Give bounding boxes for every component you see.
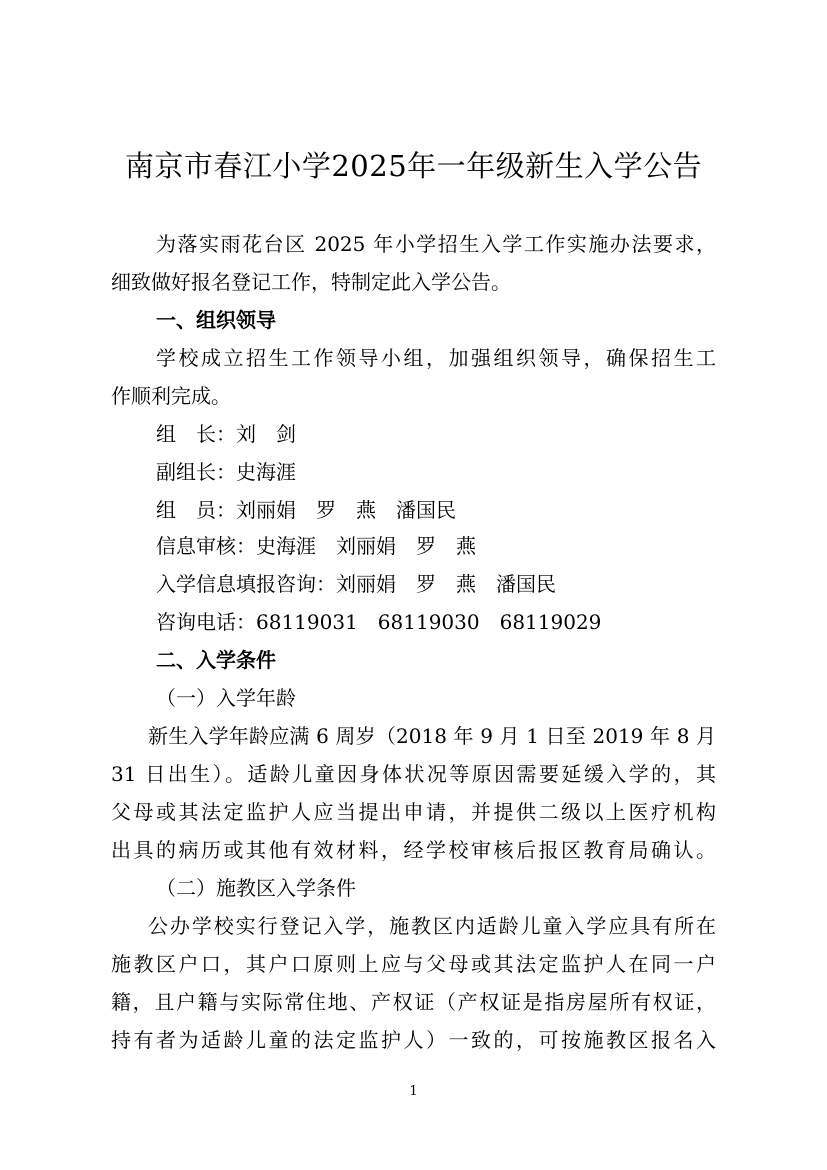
subsection-1-line-4: 出具的病历或其他有效材料，经学校审核后报区教育局确认。 [111,838,716,862]
section-1-para-line-1: 学校成立招生工作领导小组，加强组织领导，确保招生工 [156,346,716,370]
subsection-2-line-3: 籍，且户籍与实际常住地、产权证（产权证是指房屋所有权证， [111,990,716,1014]
section-2-heading: 二、入学条件 [156,648,276,672]
intro-line-2: 细致做好报名登记工作，特制定此入学公告。 [111,270,511,294]
members-line: 组 员：刘丽娟 罗 燕 潘国民 [156,498,456,522]
consult-line: 入学信息填报咨询：刘丽娟 罗 燕 潘国民 [156,572,556,596]
subsection-1-line-1: 新生入学年龄应满 6 周岁（2018 年 9 月 1 日至 2019 年 8 月 [148,724,716,748]
subsection-1-heading: （一）入学年龄 [156,686,296,710]
review-line: 信息审核：史海涯 刘丽娟 罗 燕 [156,534,476,558]
intro-line-1: 为落实雨花台区 2025 年小学招生入学工作实施办法要求， [156,232,716,256]
section-1-heading: 一、组织领导 [156,308,276,332]
subsection-2-line-4: 持有者为适龄儿童的法定监护人）一致的，可按施教区报名入 [111,1028,716,1052]
page-title: 南京市春江小学2025年一年级新生入学公告 [124,149,703,183]
section-1-para-line-2: 作顺利完成。 [111,384,231,408]
subsection-1-line-3: 父母或其法定监护人应当提出申请，并提供二级以上医疗机构 [111,800,716,824]
leader-line: 组 长：刘 剑 [156,422,296,446]
page-number: 1 [409,1084,418,1099]
subsection-1-line-2: 31 日出生）。适龄儿童因身体状况等原因需要延缓入学的，其 [111,762,716,786]
phone-line: 咨询电话：68119031 68119030 68119029 [156,610,602,634]
subsection-2-line-1: 公办学校实行登记入学，施教区内适龄儿童入学应具有所在 [148,914,716,938]
subsection-2-line-2: 施教区户口，其户口原则上应与父母或其法定监护人在同一户 [111,952,716,976]
subsection-2-heading: （二）施教区入学条件 [156,876,356,900]
deputy-line: 副组长：史海涯 [156,460,296,484]
